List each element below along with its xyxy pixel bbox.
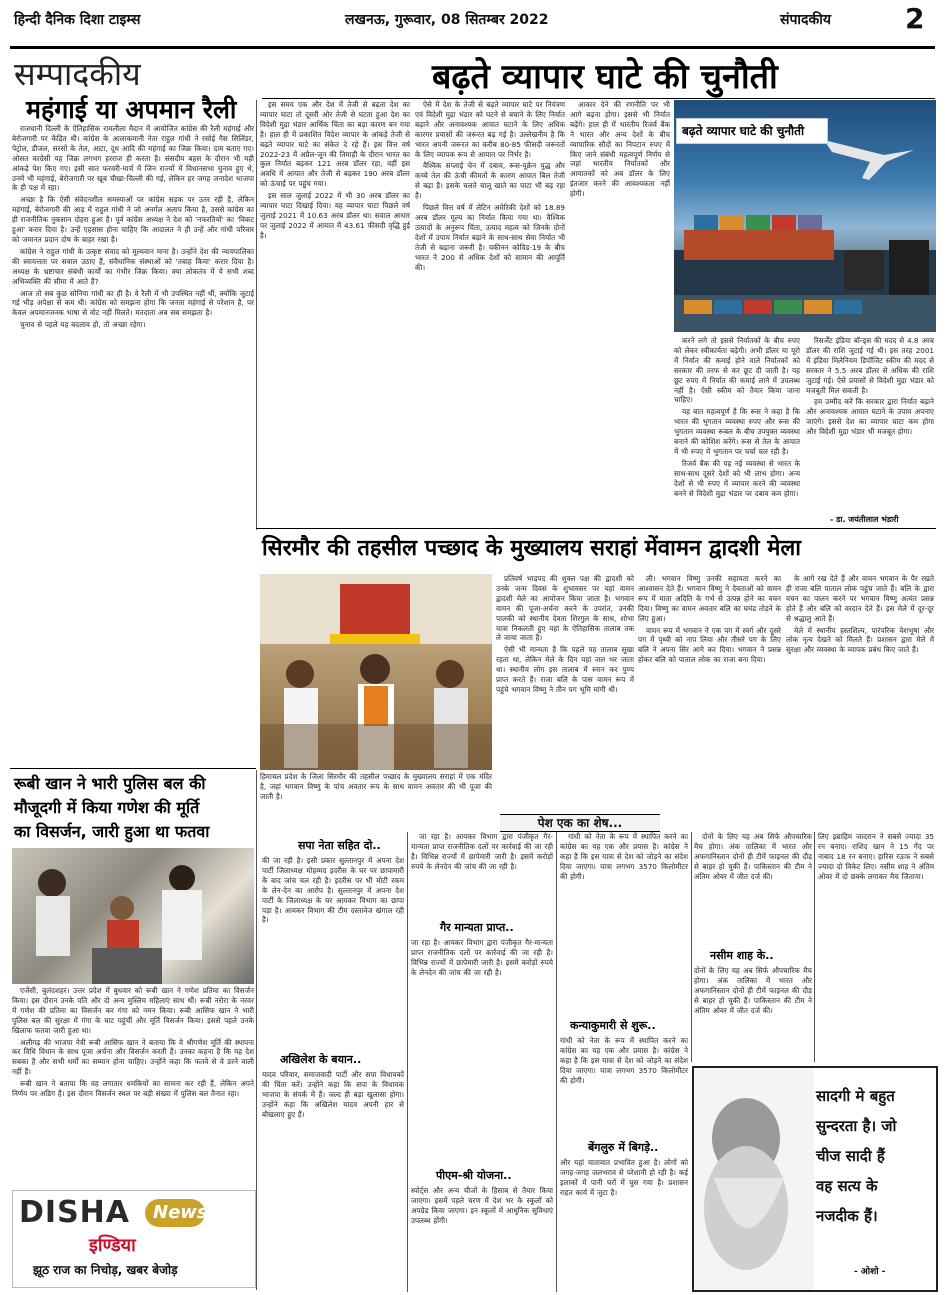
paragraph: जा रहा है। आयकर विभाग द्वारा पंजीकृत गैर-मान्यता प्राप्त राजनीतिक दलों पर कार्रवाई की जा रही है। विभिन्न राज्यों में छापेमारी जारी है। इसमें करोड़ों रुपये के लेनदेन की जांच की जा रही है। <box>411 832 553 871</box>
section-body: स्पोर्ट्स और अन्य चीजों के हिसाब से तैयार किया जाएगा। इसमें पहले चरण में देश भर के स्कूलों को अपग्रेड किया जाएगा। इन स्कूलों में आधुनिक सुविधाएं उपलब्ध होंगी। <box>411 1186 553 1225</box>
disha-brand: DISHA <box>19 1195 130 1230</box>
paragraph: ली। भगवान विष्णु उनकी सहायता करने का आश्वासन देते हैं। भगवान विष्णु ने देवताओं को वामन रूप में माता अदिति के गर्भ से उत्पन्न होने का वचन दिया। विष्णु का वामन अवतार बलि का घमंड तोड़ने के लिए हुआ। <box>638 574 781 623</box>
quote-box <box>692 1066 938 1292</box>
center-article-col4 <box>674 336 800 524</box>
paragraph: एजेंसी, बुलंदशहर। उत्तर प्रदेश में बुधवार को रूबी खान ने गणेश प्रतिमा का विसर्जन किया। इस दौरान उनके पति और दो अन्य मुस्लिम महिलाएं साथ थीं। रूबी नरोरा के नरवर में गणेश की प्रतिमा का विसर्जन कर गंगा को नमन किया। रूबी आसिफ खान ने भारी पुलिस बल की सुरक्षा में गंगा के घाट पहुंचीं और मूर्ति विसर्जन किया। इससे पहले उनके खिलाफ फतवा जारी हुआ था। <box>12 986 254 1035</box>
paragraph: इस समय एक और देश में तेजी से बढ़ता देश का व्यापार घाटा तो दूसरी ओर तेजी से घटता हुआ देश का विदेशी मुद्रा भंडार आर्थिक चिंता का बड़ा कारण बन गया है। हाल ही में प्रकाशित विदेश व्यापार के आंकड़े तेजी से बढ़ते व्यापार घाटे का संकेत दे रहे हैं। इस वित्त वर्ष 2022-23 में अप्रैल-जून की तिमाही के दौरान भारत का कुल निर्यात बढ़कर 121 अरब डॉलर रहा, वहीं इस अवधि में आयात और तेजी से बढ़कर 190 अरब डॉलर को ऊंचाई पर पहुंच गया। <box>260 100 410 189</box>
paragraph: कांग्रेस ने राहुल गांधी के उत्कृष्ट संवाद को मूल्यवान माना है। उन्होंने देश की न्यायपालिका की स्वायत्तता पर सवाल उठाए हैं, संवैधानिक संस्थाओं को 'तबाह किया' करार दिया है। अध्यक्ष के भ्रष्टाचार संबंधी कार्यों का गंभीर जिक्र किया। क्या लोकतंत्र में ये सभी शब्द अभिव्यक्ति की सीमा में आते हैं? <box>12 246 254 286</box>
paragraph: प्रतिवर्ष भाद्रपद की शुक्ल पक्ष की द्वादशी को उनके जन्म दिवस के शुभावसर पर यहां वामन द्वादशी मेले का आयोजन किया जाता है। भगवान वामन की पूजा-अर्चना करने के उपरांत, उनकी पालकी को स्थानीय देवता शिरगुल के साथ, शोभा यात्रा निकलती हुए यहां के ऐतिहासिक तालाब तक ले जाया जाता है। <box>496 574 634 643</box>
center-article-col5 <box>806 336 934 512</box>
procession-illustration <box>260 574 492 770</box>
ganesh-body <box>12 986 254 1154</box>
section-body: गांधी को नेता के रूप में स्थापित करने का कांग्रेस का यह एक और प्रयास है। कांग्रेस ने कहा है कि इस यात्रा से देश को जोड़ने का संदेश दिया जाएगा। यात्रा लगभग 3570 किलोमीटर की होगी। <box>560 1036 688 1085</box>
pesh-ek-ka-title: पेश एक का शेष... <box>500 814 660 832</box>
paragraph: के आगे रख देते हैं और वामन भगवान के पैर रखते ही राजा बलि पाताल लोक पहुंच जाते हैं। बलि के द्वारा वचन का पालन करने पर भगवान विष्णु अत्यंत प्रसन्न होते हैं और बलि को वरदान देते हैं। इस मेले में दूर-दूर से श्रद्धालु आते हैं। <box>786 574 934 623</box>
mela-photo <box>260 574 492 770</box>
left-section-rule <box>10 768 256 769</box>
left-article-headline: महंगाई या अपमान रैली <box>26 95 237 124</box>
mela-col3 <box>638 574 781 810</box>
column-divider <box>556 832 557 1292</box>
paper-name: हिन्दी दैनिक दिशा टाइम्स <box>14 12 141 28</box>
section-body: दोनों के लिए यह अब सिर्फ औपचारिक मैच होगा। अंक तालिका में भारत और अफगानिस्तान दोनों ही टीमें फाइनल की दौड़ से बाहर हो चुकी हैं। पाकिस्तान की टीम ने अंतिम ओवर में जीत दर्ज की। <box>694 966 812 1015</box>
section-heading: सपा नेता सहित दो.. <box>298 839 381 852</box>
section-rule <box>256 528 936 529</box>
column-divider <box>256 100 257 530</box>
paragraph: आकार देने की रणनीति पर भी आगे बढ़ना होगा। इससे भी निर्यात बढ़ेंगे। हाल ही में भारतीय रिजर्व बैंक ने भारत और अन्य देशों के बीच व्यापारिक सौदों का निपटान रुपए में किए जाने संबंधी महत्वपूर्ण निर्णय से जहां भारतीय निर्यातकों और आयातकों को अब डॉलर के लिए इंतजार करने की आवश्यकता नहीं होगी। <box>570 100 670 199</box>
news-word: News <box>153 1202 208 1223</box>
paragraph: इस साल जुलाई 2022 में भी 30 अरब डॉलर का व्यापार घाटा दिखाई दिया। यह व्यापार घाटा पिछले वर्ष जुलाई 2021 में 10.63 अरब डॉलर था। सवाल आधार पर जुलाई 2022 में आयात में 43.61 फीसदी वृद्धि हुई है। <box>260 191 410 240</box>
section-body: यादव परिवार, समाजवादी पार्टी और सपा विधायकों की चिंता करें। उन्होंने कहा कि सपा के विधायक भाजपा के संपर्क में हैं। जल्द ही बड़ा खुलासा होगा। उन्होंने कहा कि अखिलेश यादव अपनी हार से बौखलाए हुए हैं। <box>262 1070 404 1119</box>
section-heading: बेंगलुरु में बिगड़े.. <box>588 1141 659 1154</box>
section-heading: गैर मान्यता प्राप्त.. <box>440 921 514 934</box>
ganesh-photo <box>12 848 254 984</box>
byline: - डा. जयंतीलाल भंडारी <box>830 515 899 524</box>
country-name: इण्डिया <box>89 1235 136 1256</box>
section-heading: पीएम-श्री योजना.. <box>436 1169 512 1182</box>
paragraph: गांधी को नेता के रूप में स्थापित करने का कांग्रेस का यह एक और प्रयास है। कांग्रेस ने कहा है कि इस यात्रा से देश को जोड़ने का संदेश दिया जाएगा। यात्रा लगभग 3570 किलोमीटर की होगी। <box>560 832 688 881</box>
center-article-col1 <box>260 100 410 525</box>
paragraph: वैश्विक सप्लाई चेन में दबाव, रूस-यूक्रेन युद्ध और कच्चे तेल की ऊंची कीमतों के कारण आयात बिल तेजी से बढ़ा है। इसके चलते चालू खाते का घाटा भी बढ़ रहा है। <box>415 161 565 201</box>
section-body: और यहां यातायात प्रभावित हुआ है। लोगों को जगह-जगह जलभराव से परेशानी हो रही है। कई इलाकों में पानी घरों में घुस गया है। प्रशासन राहत कार्य में जुटा है। <box>560 1158 688 1197</box>
masthead <box>10 0 935 46</box>
disha-news-ad <box>12 1190 256 1288</box>
headline-rule <box>262 98 935 99</box>
section-body <box>694 832 812 942</box>
page-number: 2 <box>905 2 925 35</box>
quote-line4: वह सत्य के <box>816 1177 878 1195</box>
quote-line3: चीज सादी हैं <box>816 1147 885 1165</box>
ad-tagline: झूठ राज का निचोड़, खबर बेजोड़ <box>33 1263 178 1277</box>
paragraph: रिजर्व बैंक की यह नई व्यवस्था से भारत के साथ-साथ दूसरे देशों को भी लाभ होगा। अन्य देशों से भी रुपए में व्यापार करने की व्यवस्था बनने से विदेशी मुद्रा भंडार पर दबाव कम होगा। <box>674 458 800 498</box>
column-divider <box>256 770 257 1290</box>
ganesh-headline-line3: का विसर्जन, जारी हुआ था फतवा <box>14 822 210 841</box>
osho-portrait <box>694 1068 814 1290</box>
column-divider <box>691 832 692 1062</box>
paragraph: करने लगे तो इससे निर्यातकों के बीच रुपए को लेकर स्वीकार्यता बढ़ेगी। अभी डॉलर या यूरो में निर्यात की कमाई होने वाले निर्यातकों को सरकार की तरफ से कर छूट दी जाती है। यह छूट रुपए में निर्यात की कमाई लाने में उपलब्ध नहीं है। ऐसी स्कीम को तैयार किया जाना चाहिए। <box>674 336 800 405</box>
paragraph: अच्छा है कि ऐसी संवेदनशील समस्याओं पर कांग्रेस सड़क पर उतर रही है, लेकिन महंगाई, बेरोजगारी की आड़ में राहुल गांधी ने जो अनर्गल अलाप किया है, उससे कांग्रेस का ही राजनीतिक नुकसान दोहरा हुआ है। पूर्व कांग्रेस अध्यक्ष ने देश को 'नफरतियों' का 'विकट हुआ' करार दिया है। उन्हें एहसास होना चाहिए कि आदालत ने ही उन्हें और गांधी परिवार को जमानत प्रदान दोष के बाहर रखा है। <box>12 195 254 244</box>
left-article-tail <box>12 660 254 760</box>
section-heading: अखिलेश के बयान.. <box>280 1053 362 1066</box>
section-heading: कन्याकुमारी से शुरू.. <box>570 1019 656 1032</box>
people-illustration <box>12 848 254 984</box>
quote-line5: नजदीक हैं। <box>816 1207 878 1225</box>
center-article-col2 <box>415 100 565 525</box>
paragraph: आज तो सब कुछ सोनिया गांधी का ही है। वे रैली में भी उपस्थित नहीं थीं, क्योंकि जुटाई गई भीड़ अपेक्षा से कम थी। कांग्रेस को समझना होगा कि जनता महंगाई से परेशान है, पर केवल अपमानजनक भाषा से वोट नहीं मिलते। मतदाता अब सब समझता है। <box>12 288 254 318</box>
paragraph: यह बात महत्वपूर्ण है कि रूस ने कहा है कि भारत की भुगतान व्यवस्था रुपए और रूस की भुगतान व्यवस्था रूबल के बीच उपयुक्त व्यवस्था बनाने की कोशिश करेंगे। रूस से तेल के आयात में भी रुपए में भुगतान पर चर्चा चल रही है। <box>674 407 800 456</box>
editorial-label: सम्पादकीय <box>14 55 141 93</box>
ganesh-headline-line2: मौजूदगी में किया गणेश की मूर्ति <box>14 798 200 817</box>
quote-line1: सादगी मे बहुत <box>816 1087 895 1105</box>
main-headline: बढ़ते व्यापार घाटे की चुनौती <box>432 57 778 97</box>
paragraph: रिसर्जेंट इंडिया बॉन्ड्स की मदद से 4.8 अरब डॉलर की राशि जुटाई गई थी। इस तरह 2001 में इंडिया मिलेनियम डिपॉजिट स्कीम की मदद से सरकार ने 5.5 अरब डॉलर से अधिक की राशि जुटाई गई। ऐसे प्रयासों से विदेशी मुद्रा भंडार को मजबूती मिल सकती है। <box>806 336 934 395</box>
section-body: जा रहा है। आयकर विभाग द्वारा पंजीकृत गैर-मान्यता प्राप्त राजनीतिक दलों पर कार्रवाई की जा रही है। विभिन्न राज्यों में छापेमारी जारी है। इसमें करोड़ों रुपये के लेनदेन की जांच की जा रही है। <box>411 938 553 977</box>
paragraph: वामन रूप में भगवान ने एक पग में स्वर्ग और दूसरे पग में पृथ्वी को नाप लिया और तीसरे पग के लिए बलि ने अपना सिर आगे कर दिया। भगवान ने प्रसन्न होकर बलि को पाताल लोक का राजा बना दिया। <box>638 625 781 665</box>
paragraph: दोनों के लिए यह अब सिर्फ औपचारिक मैच होगा। अंक तालिका में भारत और अफगानिस्तान दोनों ही टीमें फाइनल की दौड़ से बाहर हो चुकी हैं। पाकिस्तान की टीम ने अंतिम ओवर में जीत दर्ज की। <box>694 832 812 881</box>
trade-deficit-photo <box>674 100 936 332</box>
ganesh-headline-line1: रूबी खान ने भारी पुलिस बल की <box>14 774 206 793</box>
paragraph: चुनाव से पहले यह बदलाव हो, तो अच्छा रहेगा। <box>20 320 146 330</box>
center-article-col3 <box>570 100 670 525</box>
paragraph: अलीगढ़ की भाजपा नेत्री रूबी आसिफ खान ने बताया कि वे श्रीगणेश मूर्ति की स्थापना कर विधि विधान के साथ पूजा अर्चना और विसर्जन करती हैं। उनका कहना है कि यह देश सबका है और सभी धर्मों का सम्मान होना चाहिए। उन्होंने कहा कि फतवे से वे डरने वाली नहीं हैं। <box>12 1037 254 1077</box>
paragraph: राजधानी दिल्ली के ऐतिहासिक रामलीला मैदान में आयोजित कांग्रेस की रैली महंगाई और बेरोजगारी पर केंद्रित थी। कांग्रेस के आलाकमानी नेता राहुल गांधी ने रसोई गैस सिलिंडर, पेट्रोल, डीजल, सरसों के तेल, आटा, दूध आदि की महंगाई का जिक्र किया। दाम बताए गए। ओसत काग्रेसी यह जिक्र लगभग हरराज ही करता है। संसदीय बहस के दौरान भी यही आंकड़े पेश किए गए। इसी सात फरवरी-मार्च में जिन राज्यों में विधानसभा चुनाव हुए थे, उनमें भी महंगाई, बेरोजगारी पर खूब चीखा-चिल्ली की गई, लेकिन हर जगह जनादेश भाजपा के ही पक्ष में रहा। <box>12 124 254 193</box>
section-body: की जा रही है। इसी प्रकार सुल्तानपुर में अपना देश पार्टी जिलाध्यक्ष मोहम्मद इदरीस के घर पर छापामारी के बाद जांच चल रही है। इदरीस पर भी मोटी रकम के लेन-देन का आरोप है। सुल्तानपुर में अपना देश पार्टी के जिलाध्यक्ष के घर आयकर विभाग का छापा पड़ा है। आयकर विभाग की टीम दस्तावेज खंगाल रही है। <box>262 856 404 925</box>
section-heading: नसीम शाह के.. <box>710 949 774 962</box>
paragraph: ऐसे में देश के तेजी से बढ़ते व्यापार घाटे पर नियंत्रण एवं विदेशी मुद्रा भंडार को घटने से बचाने के लिए निर्यात बढ़ाने और अनावश्यक आयात घटाने के लिए अधिक कारगर प्रयासों की जरूरत बढ़ गई है। उल्लेखनीय है कि भारत अपनी जरूरत का करीब 80-85 फीसदी जरूरतों के लिए व्यापक रूप से आयात पर निर्भर है। <box>415 100 565 159</box>
dateline: लखनऊ, गुरूवार, 08 सितम्बर 2022 <box>345 12 549 28</box>
section-body <box>560 832 688 1012</box>
photo-caption: बढ़ते व्यापार घाटे की चुनौती <box>682 124 805 138</box>
mela-headline: सिरमौर की तहसील पच्छाद के मुख्यालय सराहां मेंवामन द्वादशी मेला <box>262 536 801 561</box>
column-divider <box>407 832 408 1292</box>
column-divider <box>814 832 815 1062</box>
paragraph: मेले में स्थानीय हस्तशिल्प, पारंपरिक वेशभूषा और लोक नृत्य देखने को मिलते हैं। प्रशासन द्वारा मेले में सुरक्षा और व्यवस्था के व्यापक प्रबंध किए जाते हैं। <box>786 625 934 655</box>
paragraph: रूबी खान ने बताया कि वह लगातार धमकियों का सामना कर रही हैं, लेकिन अपने निर्णय पर अडिग हैं। इस दौरान विसर्जन स्थल पर बड़ी संख्या में पुलिस बल तैनात रहा। <box>12 1079 254 1099</box>
mela-col4 <box>786 574 934 810</box>
quote-author: - ओशो - <box>854 1267 886 1277</box>
mela-photo-caption: हिमाचल प्रदेश के जिला सिरमौर की तहसील पच्छाद के मुख्यालय सराहां में एक मंदिर है, जहां भगवान विष्णु के पांच अवतार रूप के साथ वामन अवतार की भी पूजा की जाती है। <box>260 772 492 801</box>
section-name: संपादकीय <box>780 12 831 28</box>
masthead-rule <box>10 46 935 49</box>
section-body: लिए इब्राहिम जादरान ने सबसे ज्यादा 35 रन बनाए। राशिद खान ने 15 गेंद पर नाबाद 18 रन बनाए। हारिस रऊफ ने सबसे ज्यादा दो विकेट लिए। नसीम शाह ने अंतिम ओवर में दो छक्के लगाकर मैच जिताया। <box>818 832 934 881</box>
paragraph: पिछले वित्त वर्ष में लेटिन अमेरिकी देशों को 18.89 अरब डॉलर मूल्य का निर्यात किया गया था। वैश्विक उत्पादों के अनुरूप चिंता, उत्पाद महत्व को जिनके दोनों देशों में उपाय निर्यात बढ़ाने के साथ-साथ सेवा निर्यात भी तेजी से बढ़ाना जरूरी है। यकीनन कोविड-19 के बीच भारत ने 200 से अधिक देशों को सामान की आपूर्ति की। <box>415 203 565 272</box>
section-body <box>411 832 553 912</box>
paragraph: ऐसी भी मान्यता है कि पहले यह तालाब सूखा रहता था, लेकिन मेले के दिन यहां जल भर जाता था। स्थानीय लोग इस तालाब में स्नान कर पुण्य प्राप्त करते हैं। राजा बलि के पास वामन रूप में पहुंचे भगवान विष्णु ने तीन पग भूमि मांगी थी। <box>496 645 634 694</box>
paragraph: हम उम्मीद करें कि सरकार द्वारा निर्यात बढ़ाने और अनावश्यक आयात घटाने के उपाय अपनाए जाएंगे। इससे देश का व्यापार घाटा कम होगा और विदेशी मुद्रा भंडार भी मजबूत होगा। <box>806 397 934 437</box>
mela-col2 <box>496 574 634 810</box>
quote-line2: सुन्दरता है। जो <box>816 1117 897 1135</box>
